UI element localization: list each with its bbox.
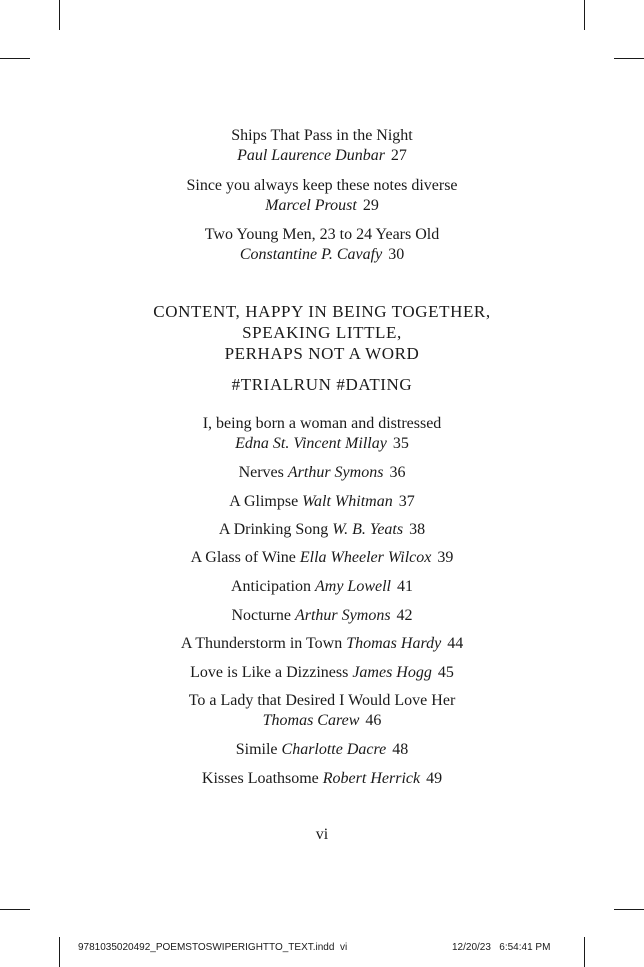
toc-entry-title: A Drinking Song [218, 521, 329, 538]
toc-entry-credit [0, 434, 644, 454]
toc-entry-title: To a Lady that Desired I Would Love Her [188, 692, 456, 709]
toc-entry-page: 36 [389, 464, 406, 481]
toc-entry-author: Robert Herrick [322, 770, 421, 787]
toc-entry [0, 520, 644, 540]
toc-entry-page: 45 [437, 664, 454, 681]
crop-mark-left-bottom [0, 909, 30, 910]
crop-mark-bottom-left [59, 937, 60, 967]
crop-mark-top-right [584, 0, 585, 30]
toc-entry [0, 492, 644, 512]
toc-entry-title: A Glimpse [229, 493, 299, 510]
slug-time: 6:54:41 PM [499, 942, 551, 953]
toc-entry-page: 37 [398, 493, 415, 510]
toc-entry [0, 176, 644, 216]
toc-entry-author: Arthur Symons [287, 464, 384, 481]
toc-entry-author: Thomas Hardy [346, 635, 442, 652]
toc-entry-author: Marcel Proust [265, 197, 357, 214]
section-heading-line: CONTENT, HAPPY IN BEING TOGETHER, [153, 302, 491, 321]
toc-entry-page: 39 [437, 549, 454, 566]
toc-entry-page: 46 [365, 712, 382, 729]
toc-entry-page: 42 [396, 607, 413, 624]
toc-entry-author: Charlotte Dacre [281, 741, 387, 758]
toc-entry-title: A Glass of Wine [190, 549, 296, 566]
toc-entry-author: Thomas Carew [262, 712, 360, 729]
toc-entry-author: Arthur Symons [294, 607, 391, 624]
toc-entry-author: Constantine P. Cavafy [239, 246, 383, 263]
toc-entry-title: A Thunderstorm in Town [180, 635, 343, 652]
toc-entry-author: W. B. Yeats [332, 521, 404, 538]
toc-entry [0, 769, 644, 789]
toc-entry [0, 577, 644, 597]
section-heading-line: SPEAKING LITTLE, [242, 323, 402, 342]
crop-mark-top-left [59, 0, 60, 30]
toc-entry-page: 29 [362, 197, 379, 214]
toc-entry-page: 30 [388, 246, 405, 263]
toc-entry-title: Nocturne [231, 607, 291, 624]
toc-entry-title: Love is Like a Dizziness [190, 664, 349, 681]
toc-entry-credit [0, 711, 644, 731]
crop-mark-bottom-right [584, 937, 585, 967]
toc-entry-page: 41 [396, 578, 413, 595]
toc-entry-title: Two Young Men, 23 to 24 Years Old [204, 226, 440, 243]
toc-entry-title: Ships That Pass in the Night [231, 127, 413, 144]
toc-entry-credit [0, 146, 644, 166]
toc-entry [0, 740, 644, 760]
section-hashtags: #TRIALRUN #DATING [231, 375, 413, 394]
toc-entry-author: Walt Whitman [302, 493, 393, 510]
toc-entry-credit [0, 196, 644, 216]
toc-entry [0, 691, 644, 731]
toc-entry-credit [0, 245, 644, 265]
section-heading-line: PERHAPS NOT A WORD [224, 344, 420, 363]
toc-entry-author: Paul Laurence Dunbar [237, 147, 385, 164]
toc-entry [0, 663, 644, 683]
toc-entry [0, 225, 644, 265]
section-heading [0, 301, 644, 364]
toc-entry-author: Amy Lowell [314, 578, 391, 595]
crop-mark-left-top [0, 58, 30, 59]
toc-entry-title: Anticipation [231, 578, 311, 595]
toc-entry-page: 38 [409, 521, 426, 538]
crop-mark-right-top [614, 58, 644, 59]
toc-entry-author: Ella Wheeler Wilcox [299, 549, 432, 566]
toc-entry-page: 27 [390, 147, 407, 164]
slug-page: vi [339, 942, 348, 953]
toc-entry-page: 44 [447, 635, 464, 652]
toc-entry [0, 634, 644, 654]
toc-entry [0, 463, 644, 483]
toc-entry-title: Simile [235, 741, 278, 758]
slug-filename: 9781035020492_POEMSTOSWIPERIGHTTO_TEXT.indd [78, 942, 335, 953]
toc-entry-title: Since you always keep these notes diverse [186, 177, 458, 194]
slug-timestamp [452, 942, 550, 953]
toc-entry-page: 49 [426, 770, 443, 787]
page-folio: vi [315, 826, 329, 843]
toc-entry-page: 48 [392, 741, 409, 758]
toc-entry [0, 414, 644, 454]
slug-file [78, 942, 347, 953]
slug-date: 12/20/23 [452, 942, 491, 953]
toc-entry-author: James Hogg [352, 664, 432, 681]
toc-entry [0, 606, 644, 626]
toc-entry [0, 126, 644, 166]
toc-entry-title: I, being born a woman and distressed [202, 415, 442, 432]
toc-entry [0, 548, 644, 568]
toc-entry-title: Kisses Loathsome [201, 770, 319, 787]
toc-entry-page: 35 [392, 435, 409, 452]
toc-entry-title: Nerves [238, 464, 284, 481]
crop-mark-right-bottom [614, 909, 644, 910]
toc-entry-author: Edna St. Vincent Millay [235, 435, 387, 452]
